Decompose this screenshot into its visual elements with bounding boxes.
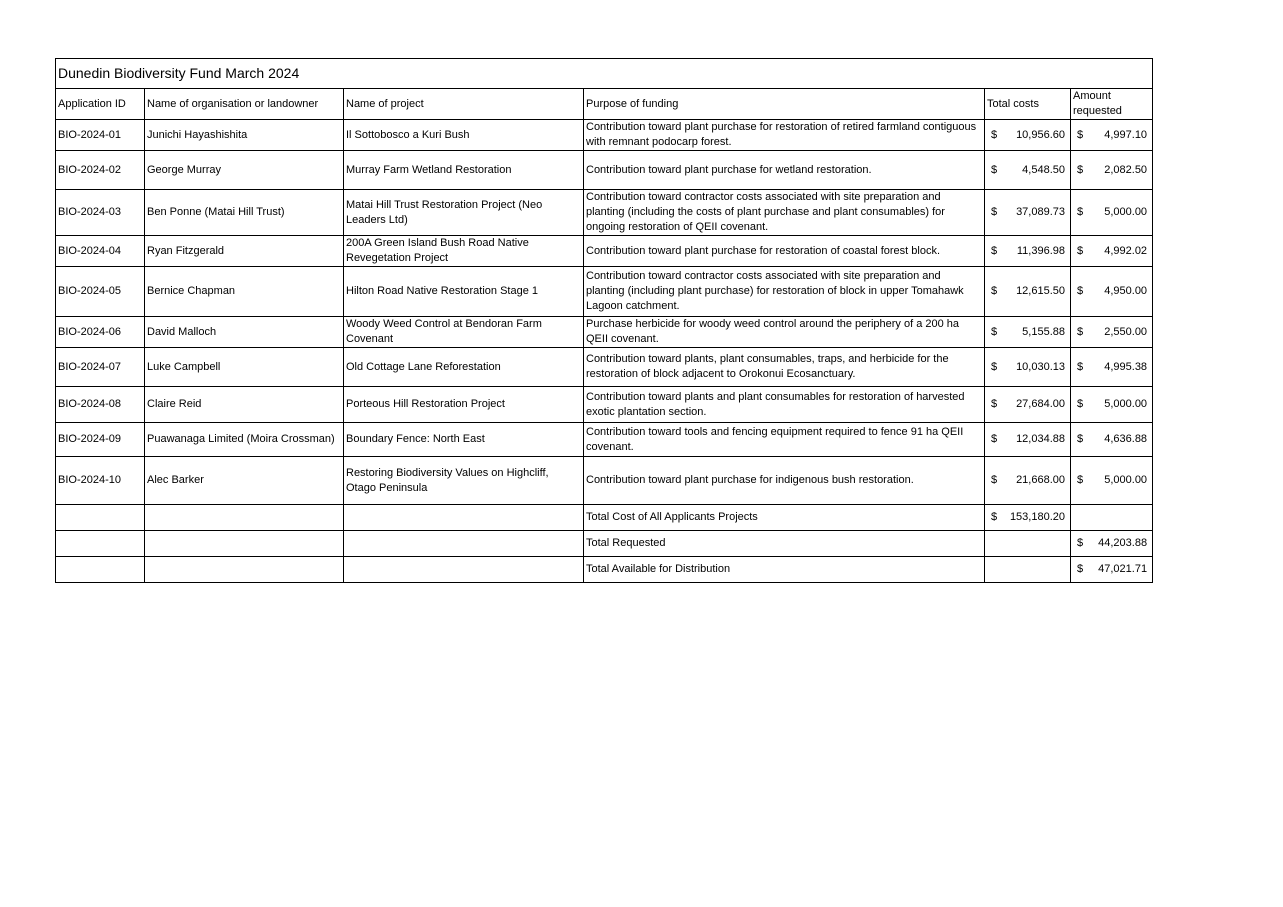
total-costs-value: 21,668.00 <box>1016 474 1065 486</box>
amount-requested-value: 5,000.00 <box>1104 474 1148 486</box>
amount-requested-value: 4,992.02 <box>1104 244 1148 257</box>
currency-symbol: $ <box>991 244 998 257</box>
cell-total-costs <box>985 151 1071 190</box>
cell-amount-requested <box>1071 151 1153 190</box>
cell-organisation: Puawanaga Limited (Moira Crossman) <box>145 423 344 457</box>
currency-symbol: $ <box>1077 537 1084 549</box>
cell-organisation: Bernice Chapman <box>145 267 344 317</box>
header-purpose: Purpose of funding <box>584 89 985 120</box>
table-row <box>56 423 1153 457</box>
header-application-id: Application ID <box>56 89 145 120</box>
total-costs-value: 12,615.50 <box>1016 285 1065 297</box>
cell-project: Matai Hill Trust Restoration Project (Neo Leaders Ltd) <box>344 190 584 236</box>
cell-project: Porteous Hill Restoration Project <box>344 387 584 423</box>
table-row <box>56 190 1153 236</box>
currency-symbol: $ <box>1077 563 1084 575</box>
amount-requested-value: 2,082.50 <box>1104 163 1148 176</box>
cell-organisation: Ben Ponne (Matai Hill Trust) <box>145 190 344 236</box>
empty-cell <box>56 505 145 531</box>
cell-amount-requested <box>1071 423 1153 457</box>
total-cost-value: 153,180.20 <box>1009 511 1065 523</box>
cell-purpose: Contribution toward plants, plant consumables, traps, and herbicide for the restoration of block adjacent to Orokonui Ecosanctuary. <box>584 348 985 387</box>
header-organisation: Name of organisation or landowner <box>145 89 344 120</box>
total-available-cell <box>1071 557 1153 583</box>
cell-purpose: Contribution toward plant purchase for restoration of retired farmland contiguous with remnant podocarp forest. <box>584 120 985 151</box>
total-cost-row <box>56 505 1153 531</box>
total-available-value: 47,021.71 <box>1098 563 1148 575</box>
currency-symbol: $ <box>1077 398 1084 410</box>
cell-project: Restoring Biodiversity Values on Highcliff, Otago Peninsula <box>344 457 584 505</box>
currency-symbol: $ <box>1077 128 1084 141</box>
empty-cell <box>145 531 344 557</box>
header-total-costs: Total costs <box>985 89 1071 120</box>
table-row <box>56 457 1153 505</box>
cell-application-id: BIO-2024-09 <box>56 423 145 457</box>
header-project: Name of project <box>344 89 584 120</box>
amount-requested-value: 4,997.10 <box>1104 128 1148 141</box>
table-row <box>56 120 1153 151</box>
currency-symbol: $ <box>991 128 998 141</box>
cell-purpose: Contribution toward contractor costs associated with site preparation and planting (including the costs of plant purchase and plant consumables) for ongoing restoration of QEII covenant. <box>584 190 985 236</box>
cell-organisation: David Malloch <box>145 317 344 348</box>
cell-application-id: BIO-2024-08 <box>56 387 145 423</box>
total-cost-cell <box>985 505 1071 531</box>
cell-total-costs <box>985 120 1071 151</box>
cell-organisation: Junichi Hayashishita <box>145 120 344 151</box>
cell-purpose: Contribution toward plant purchase for indigenous bush restoration. <box>584 457 985 505</box>
total-requested-value: 44,203.88 <box>1098 537 1148 549</box>
currency-symbol: $ <box>1077 433 1084 445</box>
table-row <box>56 151 1153 190</box>
total-requested-cell <box>1071 531 1153 557</box>
currency-symbol: $ <box>991 206 998 218</box>
cell-purpose: Contribution toward plants and plant consumables for restoration of harvested exotic plantation section. <box>584 387 985 423</box>
cell-amount-requested <box>1071 190 1153 236</box>
table-title: Dunedin Biodiversity Fund March 2024 <box>56 59 1153 89</box>
currency-symbol: $ <box>1077 244 1084 257</box>
total-requested-row <box>56 531 1153 557</box>
biodiversity-fund-table <box>55 58 1153 583</box>
total-requested-label: Total Requested <box>584 531 985 557</box>
cell-organisation: Ryan Fitzgerald <box>145 236 344 267</box>
total-available-label: Total Available for Distribution <box>584 557 985 583</box>
cell-project: Boundary Fence: North East <box>344 423 584 457</box>
table-row <box>56 236 1153 267</box>
currency-symbol: $ <box>1077 206 1084 218</box>
cell-project: Hilton Road Native Restoration Stage 1 <box>344 267 584 317</box>
total-costs-value: 27,684.00 <box>1016 398 1065 410</box>
cell-total-costs <box>985 387 1071 423</box>
empty-cell <box>56 557 145 583</box>
total-available-row <box>56 557 1153 583</box>
total-costs-value: 10,030.13 <box>1016 360 1065 373</box>
cell-purpose: Purchase herbicide for woody weed control around the periphery of a 200 ha QEII covenant. <box>584 317 985 348</box>
cell-project: 200A Green Island Bush Road Native Revegetation Project <box>344 236 584 267</box>
currency-symbol: $ <box>991 360 998 373</box>
empty-cell <box>344 557 584 583</box>
cell-project: Old Cottage Lane Reforestation <box>344 348 584 387</box>
total-costs-value: 5,155.88 <box>1022 325 1065 338</box>
empty-cell <box>344 531 584 557</box>
currency-symbol: $ <box>1077 325 1084 338</box>
currency-symbol: $ <box>1077 163 1084 176</box>
cell-purpose: Contribution toward plant purchase for restoration of coastal forest block. <box>584 236 985 267</box>
currency-symbol: $ <box>1077 474 1084 486</box>
cell-total-costs <box>985 190 1071 236</box>
cell-organisation: George Murray <box>145 151 344 190</box>
header-row <box>56 89 1153 120</box>
cell-project: Il Sottobosco a Kuri Bush <box>344 120 584 151</box>
empty-cell <box>56 531 145 557</box>
cell-application-id: BIO-2024-04 <box>56 236 145 267</box>
empty-cell <box>1071 505 1153 531</box>
cell-application-id: BIO-2024-05 <box>56 267 145 317</box>
currency-symbol: $ <box>991 474 998 486</box>
title-row <box>56 59 1153 89</box>
table-row <box>56 348 1153 387</box>
cell-organisation: Claire Reid <box>145 387 344 423</box>
cell-application-id: BIO-2024-06 <box>56 317 145 348</box>
currency-symbol: $ <box>991 398 998 410</box>
total-costs-value: 37,089.73 <box>1016 206 1065 218</box>
cell-purpose: Contribution toward plant purchase for wetland restoration. <box>584 151 985 190</box>
table-row <box>56 387 1153 423</box>
empty-cell <box>344 505 584 531</box>
cell-purpose: Contribution toward tools and fencing equipment required to fence 91 ha QEII covenant. <box>584 423 985 457</box>
amount-requested-value: 4,950.00 <box>1104 285 1148 297</box>
empty-cell <box>145 557 344 583</box>
cell-total-costs <box>985 317 1071 348</box>
cell-project: Murray Farm Wetland Restoration <box>344 151 584 190</box>
cell-application-id: BIO-2024-03 <box>56 190 145 236</box>
table-row <box>56 317 1153 348</box>
cell-total-costs <box>985 348 1071 387</box>
amount-requested-value: 5,000.00 <box>1104 398 1148 410</box>
currency-symbol: $ <box>991 285 998 297</box>
cell-amount-requested <box>1071 236 1153 267</box>
total-costs-value: 12,034.88 <box>1016 433 1065 445</box>
cell-total-costs <box>985 423 1071 457</box>
table-row <box>56 267 1153 317</box>
cell-total-costs <box>985 236 1071 267</box>
cell-amount-requested <box>1071 267 1153 317</box>
empty-cell <box>145 505 344 531</box>
currency-symbol: $ <box>991 433 998 445</box>
cell-application-id: BIO-2024-01 <box>56 120 145 151</box>
currency-symbol: $ <box>991 325 998 338</box>
currency-symbol: $ <box>1077 285 1084 297</box>
currency-symbol: $ <box>991 163 998 176</box>
currency-symbol: $ <box>991 511 998 523</box>
amount-requested-value: 4,995.38 <box>1104 360 1148 373</box>
cell-project: Woody Weed Control at Bendoran Farm Covenant <box>344 317 584 348</box>
cell-amount-requested <box>1071 120 1153 151</box>
cell-organisation: Alec Barker <box>145 457 344 505</box>
empty-cell <box>985 531 1071 557</box>
cell-application-id: BIO-2024-02 <box>56 151 145 190</box>
header-amount-requested: Amount requested <box>1071 89 1153 120</box>
cell-application-id: BIO-2024-10 <box>56 457 145 505</box>
empty-cell <box>985 557 1071 583</box>
cell-total-costs <box>985 267 1071 317</box>
cell-amount-requested <box>1071 317 1153 348</box>
amount-requested-value: 2,550.00 <box>1104 325 1148 338</box>
cell-purpose: Contribution toward contractor costs associated with site preparation and planting (including plant purchase) for restoration of block in upper Tomahawk Lagoon catchment. <box>584 267 985 317</box>
cell-amount-requested <box>1071 457 1153 505</box>
total-costs-value: 4,548.50 <box>1022 163 1065 176</box>
currency-symbol: $ <box>1077 360 1084 373</box>
total-costs-value: 11,396.98 <box>1016 244 1065 257</box>
total-cost-label: Total Cost of All Applicants Projects <box>584 505 985 531</box>
amount-requested-value: 5,000.00 <box>1104 206 1148 218</box>
total-costs-value: 10,956.60 <box>1016 128 1065 141</box>
cell-total-costs <box>985 457 1071 505</box>
cell-organisation: Luke Campbell <box>145 348 344 387</box>
cell-amount-requested <box>1071 387 1153 423</box>
amount-requested-value: 4,636.88 <box>1104 433 1148 445</box>
cell-amount-requested <box>1071 348 1153 387</box>
cell-application-id: BIO-2024-07 <box>56 348 145 387</box>
